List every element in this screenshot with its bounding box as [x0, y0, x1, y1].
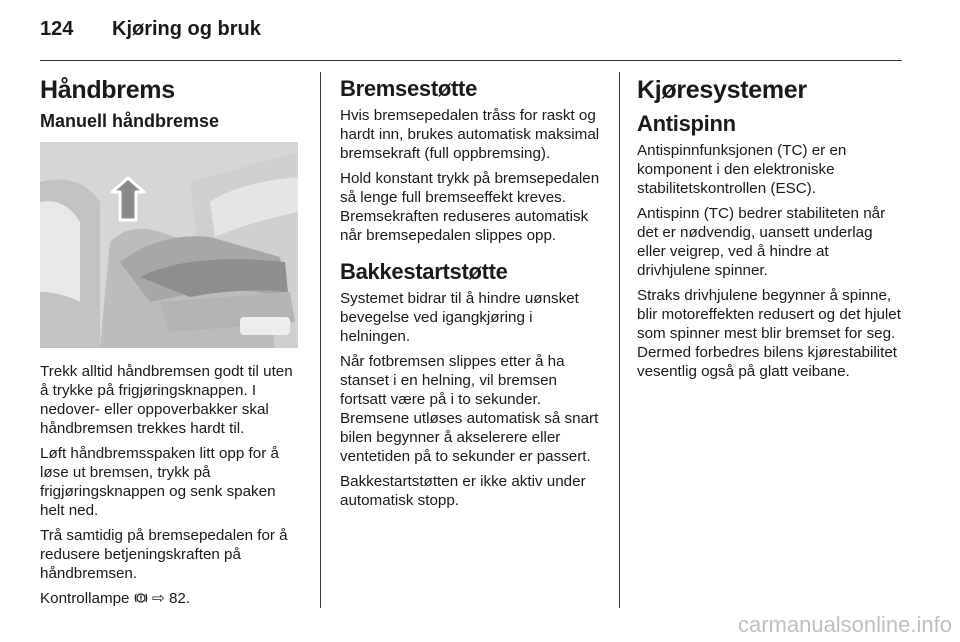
heading-bakkestartstotte: Bakkestartstøtte — [340, 259, 508, 284]
subheading-manuell-handbremse: Manuell håndbremse — [40, 111, 220, 131]
paragraph-11: Antispinn (TC) bedrer stabiliteten når det er nødvendig, uansett underlag eller veigrep, ved å hindre at drivhjulene spinner. — [637, 205, 886, 279]
handbrake-illustration — [40, 142, 298, 348]
column-2 — [340, 76, 604, 516]
control-lamp-label: Kontrollampe — [40, 590, 130, 607]
paragraph-9: Bakkestartstøtten er ikke aktiv under automatisk stopp. — [340, 473, 586, 509]
header-rule — [40, 60, 902, 61]
brake-warning-icon — [134, 591, 148, 605]
heading-handbrems: Håndbrems — [40, 76, 175, 104]
watermark: carmanualsonline.info — [737, 612, 952, 637]
page-number: 124 — [40, 18, 74, 40]
heading-kjoresystemer: Kjøresystemer — [637, 76, 807, 104]
page-reference-arrow-icon: ⇨ — [151, 590, 165, 607]
paragraph-7: Systemet bidrar til å hindre uønsket bevegelse ved igangkjøring i helningen. — [340, 290, 579, 345]
paragraph-1: Trekk alltid håndbremsen godt til uten å trykke på frigjøringsknappen. I nedover- eller oppoverbakker skal håndbremsen trekkes hardt til. — [40, 363, 293, 437]
column-divider-2 — [619, 72, 620, 608]
paragraph-12: Straks drivhjulene begynner å spinne, blir motoreffekten redusert og det hjulet som spinner mest blir bremset for seg. Dermed forbedres bilens kjørestabilitet vesentlig også på glatt veibane. — [637, 287, 901, 380]
column-1 — [40, 76, 298, 614]
paragraph-5: Hvis bremsepedalen tråss for raskt og hardt inn, brukes automatisk maksimal bremsekraft (full oppbremsing). — [340, 107, 600, 162]
subheading-antispinn: Antispinn — [637, 111, 736, 136]
page-reference[interactable]: 82. — [168, 590, 191, 607]
heading-bremsestotte: Bremsestøtte — [340, 76, 478, 101]
page-header — [40, 18, 261, 41]
section-title: Kjøring og bruk — [112, 18, 261, 40]
paragraph-8: Når fotbremsen slippes etter å ha stanset i en helning, vil bremsen fortsatt være på i to sekunder. Bremsene utløses automatisk så snart bilen begynner å akselerere eller ventetiden på to sekunder er passert. — [340, 353, 599, 465]
column-divider-1 — [320, 72, 321, 608]
paragraph-2: Løft håndbremsspaken litt opp for å løse ut bremsen, trykk på frigjøringsknappen og senk spaken helt ned. — [40, 445, 279, 519]
paragraph-4 — [40, 589, 298, 608]
paragraph-10: Antispinnfunksjonen (TC) er en komponent i den elektroniske stabilitetskontrollen (ESC). — [637, 142, 847, 197]
paragraph-3: Trå samtidig på bremsepedalen for å redusere betjeningskraften på håndbremsen. — [40, 527, 288, 582]
paragraph-6: Hold konstant trykk på bremsepedalen så lenge full bremseeffekt kreves. Bremsekraften reduseres automatisk når bremsepedalen slippes opp. — [340, 170, 600, 244]
svg-text:!: ! — [139, 594, 143, 603]
column-3 — [637, 76, 903, 387]
